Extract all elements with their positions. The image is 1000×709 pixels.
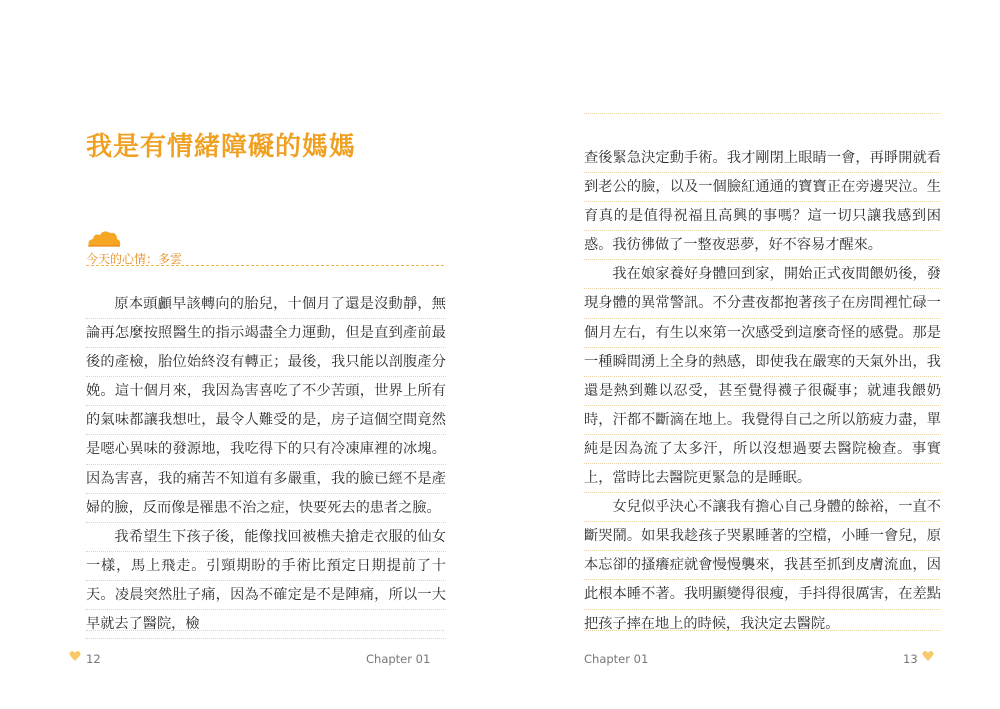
bottom-divider <box>86 630 444 631</box>
right-body-text <box>584 144 941 639</box>
cloud-icon <box>86 228 122 248</box>
page-number: 13 <box>903 652 918 666</box>
bottom-divider <box>584 630 941 631</box>
paragraph: 我在娘家養好身體回到家，開始正式夜間餵奶後，發現身體的異常警訊。不分晝夜都抱著孩子在房間裡忙碌一個月左右，有生以來第一次感受到這麼奇怪的感覺。那是一種瞬間湧上全身的熱感，即使我在嚴寒的天氣外出，我還是熱到難以忍受，甚至覺得襪子很礙事；就連我餵奶時，汗都不斷滴在地上。我覺得自己之所以筋疲力盡，單純是因為流了太多汗，所以沒想過要去醫院檢查。事實上，當時比去醫院更緊急的是睡眠。 <box>584 266 941 487</box>
chapter-label: Chapter 01 <box>584 652 649 666</box>
left-body-text <box>86 290 446 639</box>
chapter-title: 我是有情緒障礙的媽媽 <box>86 132 357 162</box>
top-divider <box>584 113 941 114</box>
heart-icon <box>69 650 81 662</box>
paragraph: 查後緊急決定動手術。我才剛閉上眼睛一會，再睜開就看到老公的臉，以及一個臉紅通通的寶寶正在旁邊哭泣。生育真的是值得祝福且高興的事嗎？這一切只讓我感到困惑。我彷彿做了一整夜惡夢，好不容易才醒來。 <box>584 150 941 254</box>
paragraph: 原本頭顱早該轉向的胎兒，十個月了還是沒動靜，無論再怎麼按照醫生的指示竭盡全力運動，但是直到產前最後的產檢，胎位始終沒有轉正；最後，我只能以剖腹產分娩。這十個月來，我因為害喜吃了不少苦頭，世界上所有的氣味都讓我想吐，最令人難受的是，房子這個空間竟然是噁心異味的發源地，我吃得下的只有冷凍庫裡的冰塊。因為害喜，我的痛苦不知道有多嚴重，我的臉已經不是產婦的臉，反而像是罹患不治之症，快要死去的患者之臉。 <box>86 296 446 516</box>
chapter-label: Chapter 01 <box>366 652 431 666</box>
paragraph: 我希望生下孩子後，能像找回被樵夫搶走衣服的仙女一樣，馬上飛走。引頸期盼的手術比預定日期提前了十天。凌晨突然肚子痛，因為不確定是不是陣痛，所以一大早就去了醫院，檢 <box>86 528 446 633</box>
heart-icon <box>922 650 934 662</box>
paragraph: 女兒似乎決心不讓我有擔心自己身體的餘裕，一直不斷哭鬧。如果我趁孩子哭累睡著的空檔，小睡一會兒，原本忘卻的搔癢症就會慢慢襲來，我甚至抓到皮膚流血，因此根本睡不著。我明顯變得很瘦，手抖得很厲害，在差點把孩子摔在地上的時候，我決定去醫院。 <box>584 499 941 632</box>
mood-label: 今天的心情：多雲 <box>86 252 183 266</box>
mood-divider <box>86 265 444 266</box>
page-number: 12 <box>86 652 101 666</box>
